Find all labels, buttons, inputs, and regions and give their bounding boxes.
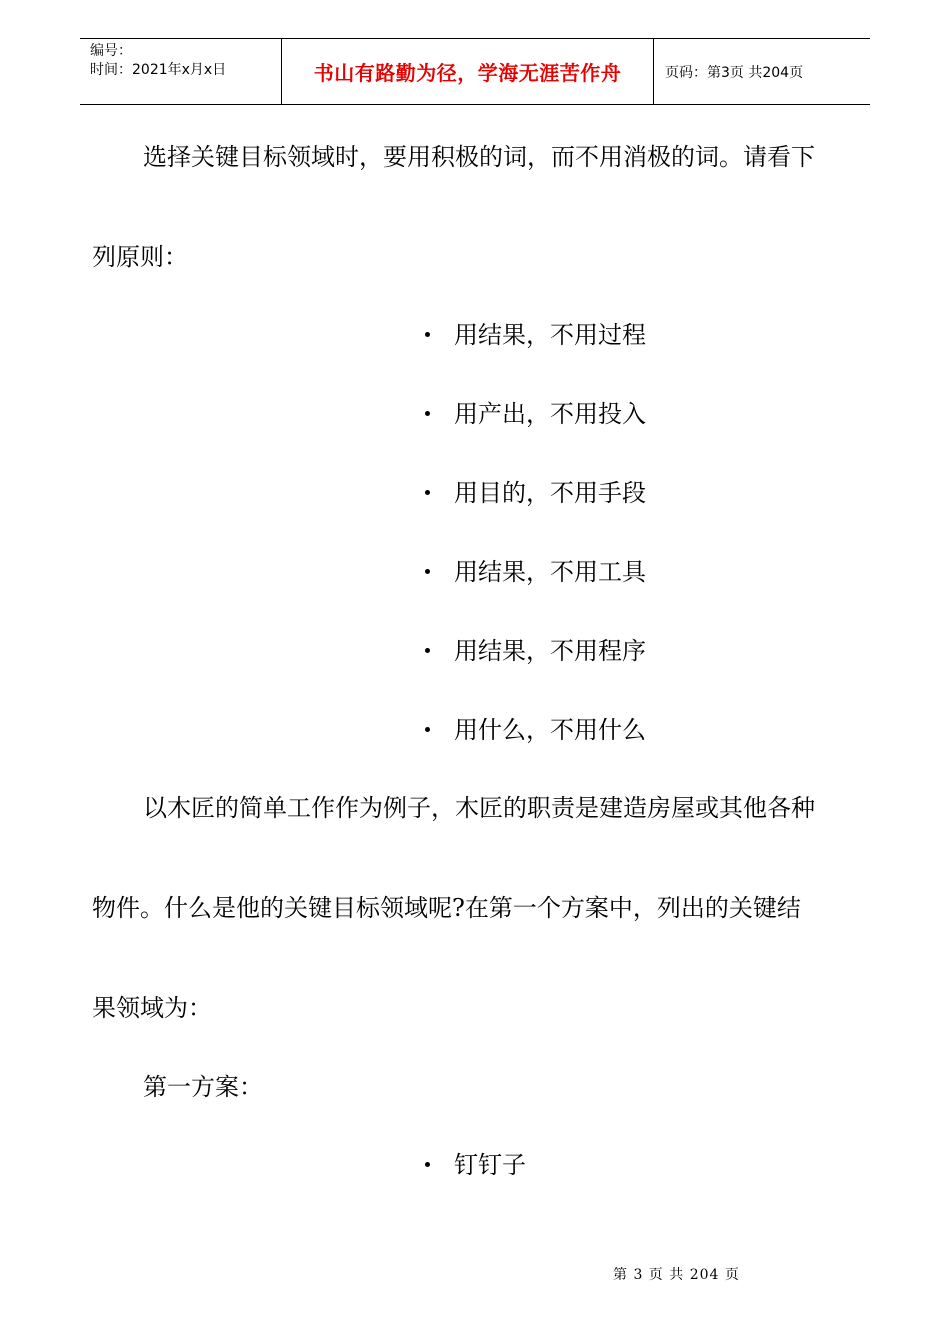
header-meta [80,39,282,104]
bullet-icon [425,411,430,416]
paragraph-1-line-1: 选择关键目标领域时，要用积极的词，而不用消极的词。请看下 [143,143,815,171]
list-item-text: 用结果，不用工具 [454,558,646,586]
bullet-icon [425,332,430,337]
list-item [425,636,646,666]
list-item [425,1150,526,1180]
list-item-text: 用什么，不用什么 [454,716,646,744]
paragraph-2-line-1: 以木匠的简单工作作为例子，木匠的职责是建造房屋或其他各种 [143,794,815,822]
list-item-text: 用产出，不用投入 [454,400,646,428]
page-footer: 第 3 页 共 204 页 [613,1267,740,1283]
header-page-info: 页码：第3页 共204页 [665,64,804,81]
plan-label: 第一方案： [143,1073,263,1101]
bullet-icon [425,648,430,653]
paragraph-2-line-2: 物件。什么是他的关键目标领域呢?在第一个方案中，列出的关键结 [92,894,801,922]
document-header [80,38,870,105]
header-motto: 书山有路勤为径，学海无涯苦作舟 [282,39,654,104]
paragraph-1-line-2: 列原则： [92,243,188,271]
number-label: 编号： [90,43,132,59]
list-item [425,320,646,350]
list-item-text: 钉钉子 [454,1151,526,1179]
list-item [425,478,646,508]
list-item-text: 用结果，不用程序 [454,637,646,665]
list-item [425,399,646,429]
list-item [425,715,646,745]
bullet-icon [425,490,430,495]
list-item-text: 用目的，不用手段 [454,479,646,507]
date-label: 时间：2021年x月x日 [90,62,227,78]
bullet-icon [425,1162,430,1167]
paragraph-2-line-3: 果领域为： [92,994,212,1022]
bullet-icon [425,569,430,574]
list-item [425,557,646,587]
list-item-text: 用结果，不用过程 [454,321,646,349]
bullet-icon [425,727,430,732]
